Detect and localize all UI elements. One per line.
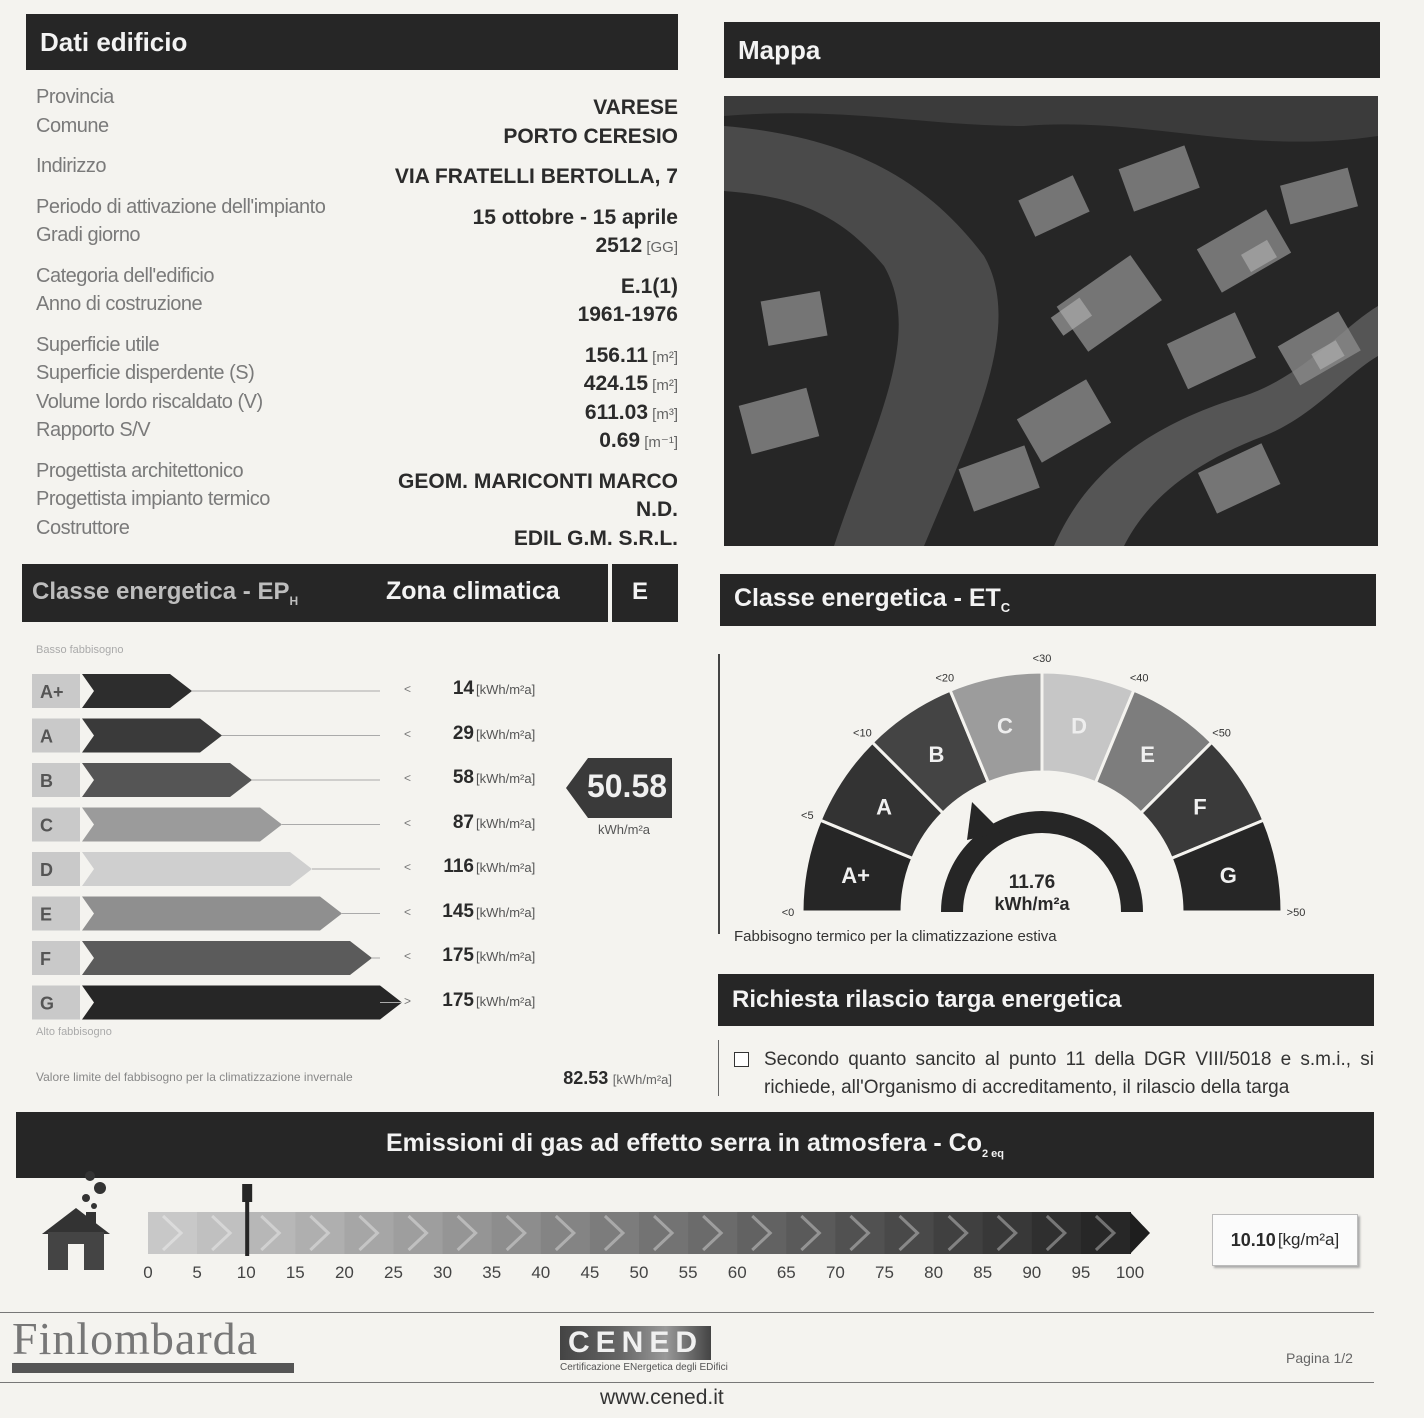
ep-class-limit-value: 145 [442, 900, 474, 922]
et-threshold-label: >50 [1286, 907, 1306, 919]
ep-class-op: < [404, 771, 412, 785]
ep-limit-label: Valore limite del fabbisogno per la climatizzazione invernale [36, 1070, 353, 1084]
co2-tick-label: 70 [825, 1263, 845, 1282]
ep-class-limit-value: 14 [452, 678, 474, 699]
building-value: GEOM. MARICONTI MARCO [398, 469, 678, 493]
map-section-title: Mappa [738, 35, 821, 65]
ep-limit-value: 82.53 [563, 1068, 609, 1088]
co2-tick-label: 80 [924, 1263, 944, 1282]
co2-tick-label: 10 [236, 1263, 256, 1282]
ep-class-op: < [404, 860, 412, 874]
co2-tick-label: 20 [334, 1263, 354, 1282]
co2-scale-segment [295, 1212, 345, 1254]
cened-subtitle: Certificazione ENergetica degli EDifici [560, 1362, 728, 1373]
building-label: Categoria dell'edificio [36, 264, 214, 287]
co2-scale-segment [1081, 1212, 1131, 1254]
building-value: 15 ottobre - 15 aprile [472, 205, 678, 229]
ep-class-arrow [82, 763, 252, 797]
ep-class-limit-unit: [kWh/m²a] [476, 993, 536, 1009]
building-label: Anno di costruzione [36, 293, 203, 315]
building-value: N.D. [636, 498, 678, 521]
building-label: Indirizzo [36, 155, 106, 177]
building-value: 0.69 [m⁻¹] [599, 429, 678, 452]
building-label: Provincia [36, 86, 114, 108]
ep-class-limit-unit: [kWh/m²a] [476, 771, 536, 786]
finlombarda-logo [12, 1312, 294, 1373]
co2-scale-segment [590, 1212, 640, 1254]
ep-top-note: Basso fabbisogno [36, 644, 124, 656]
co2-tick-label: 40 [531, 1263, 551, 1282]
et-value: 11.76 [1008, 872, 1056, 893]
ep-class-limit-unit: [kWh/m²a] [476, 904, 536, 920]
ep-class-name: E [40, 904, 53, 925]
et-section-header [720, 574, 1376, 626]
cened-wordmark: CENED [560, 1326, 711, 1360]
building-data-table [36, 86, 678, 550]
building-section-title: Dati edificio [40, 27, 188, 57]
ep-class-arrow [82, 808, 282, 842]
ep-limits [390, 664, 560, 1024]
et-sector-label: F [1193, 794, 1207, 820]
ep-class-op: < [404, 949, 412, 963]
building-unit: [m³] [648, 405, 678, 423]
et-sector-label: D [1071, 713, 1088, 739]
co2-tick-label: 95 [1071, 1263, 1091, 1282]
co2-scale-segment [246, 1212, 296, 1254]
co2-tick-label: 25 [384, 1263, 403, 1282]
ep-class-arrow [82, 986, 402, 1020]
ep-limit-readout [500, 1068, 672, 1089]
co2-scale-segment [443, 1212, 493, 1254]
co2-scale-segment [835, 1212, 885, 1254]
ep-class-name: A+ [40, 682, 64, 702]
co2-value: 10.10 [1230, 1229, 1276, 1250]
co2-scale-segment [394, 1212, 444, 1254]
et-sector-label: A [876, 794, 892, 820]
building-value: 156.11 [m²] [584, 343, 678, 367]
ep-class-arrow [82, 674, 192, 708]
ep-class-limit-unit: [kWh/m²a] [476, 949, 536, 964]
building-label: Gradi giorno [36, 224, 141, 246]
ep-bottom-note: Alto fabbisogno [36, 1026, 112, 1038]
footer-page-number: Pagina 1/2 [1286, 1350, 1353, 1366]
building-value: 1961-1976 [577, 303, 678, 326]
et-threshold-label: <30 [1032, 653, 1052, 665]
building-label: Rapporto S/V [36, 419, 151, 441]
co2-tick-label: 50 [629, 1263, 649, 1282]
request-checkbox[interactable] [734, 1052, 749, 1067]
co2-scale-segment [344, 1212, 394, 1254]
building-unit: [GG] [642, 239, 678, 256]
climate-zone-divider [608, 564, 612, 622]
ep-class-name: B [40, 771, 53, 791]
et-sector-label: E [1140, 742, 1155, 768]
ep-indicator-value: 50.58 [586, 768, 668, 804]
building-unit: [m⁻¹] [640, 434, 678, 451]
map-section-header [724, 22, 1380, 78]
co2-marker [245, 1184, 249, 1256]
building-label: Volume lordo riscaldato (V) [36, 390, 263, 413]
building-value: VARESE [593, 96, 678, 119]
ep-class-limit-value: 116 [443, 856, 474, 877]
et-threshold-label: <20 [935, 672, 955, 685]
co2-scale-segment [148, 1212, 198, 1254]
ep-class-arrow [82, 941, 372, 975]
ep-class-op: < [404, 682, 412, 696]
et-axis-line [718, 654, 720, 934]
building-unit: [m²] [648, 348, 678, 366]
et-threshold-label: <5 [801, 809, 814, 822]
request-text: Secondo quanto sancito al punto 11 della DGR VIII/5018 e s.m.i., si richiede, all'Organismo di accreditamento, il rilascio della targa [764, 1049, 1374, 1098]
ep-indicator-unit: kWh/m²a [598, 822, 650, 837]
et-sector-label: C [996, 713, 1013, 739]
co2-tick-label: 15 [285, 1263, 305, 1282]
ep-class-limit-unit: [kWh/m²a] [476, 682, 536, 697]
co2-tick-label: 35 [482, 1263, 502, 1282]
ep-class-limit-unit: [kWh/m²a] [476, 815, 536, 831]
et-threshold-label: <50 [1212, 727, 1231, 740]
cened-logo [560, 1326, 780, 1373]
ep-class-arrow [82, 852, 312, 886]
building-section-header [26, 14, 678, 70]
co2-tick-label: 60 [727, 1263, 747, 1282]
building-label: Progettista impianto termico [36, 488, 270, 510]
building-label: Superficie utile [36, 333, 160, 356]
house-smoke-icon [38, 1168, 118, 1278]
building-value: 611.03 [m³] [584, 400, 678, 424]
building-label: Periodo di attivazione dell'impianto [36, 195, 326, 218]
co2-tick-label: 85 [973, 1263, 993, 1282]
building-value: 424.15 [m²] [583, 372, 678, 395]
et-value-unit: kWh/m²a [994, 894, 1070, 914]
co2-tick-label: 5 [192, 1263, 202, 1282]
building-value: 2512 [GG] [595, 234, 678, 257]
co2-scale-segment [492, 1212, 542, 1254]
request-divider [718, 1040, 719, 1096]
co2-scale-segment [786, 1212, 836, 1254]
ep-limit-unit: [kWh/m²a] [612, 1072, 672, 1087]
building-value: VIA FRATELLI BERTOLLA, 7 [394, 165, 678, 188]
ep-class-op: < [404, 904, 412, 919]
ep-class-name: G [40, 993, 55, 1014]
ep-section-title: Classe energetica - $EP_H$ [32, 577, 299, 608]
building-unit: [m²] [648, 377, 678, 394]
et-value-readout [972, 872, 1092, 915]
co2-tick-label: 65 [776, 1263, 796, 1282]
co2-tick-label: 55 [678, 1263, 698, 1282]
ep-class-limit-value: 87 [452, 811, 474, 833]
ep-class-limit-value: 175 [442, 945, 474, 966]
co2-value-box [1212, 1214, 1358, 1266]
ep-class-limit-value: 58 [452, 767, 474, 788]
building-label: Superficie disperdente (S) [36, 362, 255, 384]
et-section-title: Classe energetica - $ET_C$ [734, 584, 1011, 615]
ep-class-name: A [40, 726, 53, 747]
building-label: Comune [36, 114, 109, 137]
et-sector-label: A+ [841, 862, 871, 888]
ep-class-limit-value: 175 [442, 989, 474, 1011]
building-value: E.1(1) [620, 274, 678, 298]
request-section-header [718, 974, 1374, 1026]
co2-tick-label: 30 [433, 1263, 453, 1282]
co2-value-unit: [kg/m²a] [1277, 1230, 1340, 1249]
et-threshold-label: <0 [781, 907, 795, 919]
co2-tick-label: 100 [1115, 1263, 1145, 1282]
co2-tick-label: 90 [1022, 1263, 1042, 1282]
ep-class-arrow [82, 719, 222, 753]
et-sector-label: B [928, 742, 945, 768]
ep-indicator [566, 758, 672, 818]
ep-class-limit-unit: [kWh/m²a] [476, 726, 536, 742]
building-label: Progettista architettonico [36, 459, 244, 482]
request-section-title: Richiesta rilascio targa energetica [732, 986, 1122, 1013]
co2-scale-segment [639, 1212, 689, 1254]
ep-class-name: D [40, 860, 53, 880]
ep-class-limit-value: 29 [452, 722, 474, 744]
climate-zone-label: Zona climatica [386, 577, 560, 605]
ep-class-name: C [40, 815, 53, 836]
climate-zone-value: E [632, 578, 649, 605]
et-caption: Fabbisogno termico per la climatizzazione estiva [734, 928, 1057, 945]
co2-tick-label: 75 [875, 1263, 894, 1282]
ep-class-limit-unit: [kWh/m²a] [476, 860, 536, 875]
co2-scale-segment [934, 1212, 984, 1254]
co2-scale-segment [885, 1212, 935, 1254]
aerial-map-image [724, 96, 1378, 546]
ep-class-op: > [404, 993, 412, 1008]
co2-scale-segment [737, 1212, 787, 1254]
co2-tick-label: 45 [580, 1263, 600, 1282]
co2-scale-tip [1130, 1212, 1150, 1254]
ep-class-op: < [404, 815, 412, 830]
et-sector-label: G [1219, 862, 1237, 888]
co2-scale-segment [541, 1212, 591, 1254]
emissions-section-header [16, 1112, 1374, 1178]
emissions-section-title: Emissioni di gas ad effetto serra in atmosfera - $Co_{2 eq}$ [386, 1128, 1004, 1160]
building-value: PORTO CERESIO [503, 124, 678, 148]
co2-scale-segment [1032, 1212, 1082, 1254]
finlombarda-wordmark: Finlombarda [12, 1313, 259, 1364]
co2-scale [140, 1170, 1160, 1290]
building-label: Costruttore [36, 516, 130, 539]
ep-section-header [22, 564, 678, 622]
co2-scale-segment [983, 1212, 1033, 1254]
co2-scale-segment [688, 1212, 738, 1254]
ep-class-op: < [404, 726, 412, 741]
footer-website-link[interactable]: www.cened.it [600, 1386, 724, 1409]
et-threshold-label: <10 [853, 727, 872, 740]
co2-tick-label: 0 [143, 1263, 153, 1282]
co2-scale-segment [197, 1212, 247, 1254]
ep-class-arrow [82, 897, 342, 931]
et-threshold-label: <40 [1129, 672, 1149, 685]
building-value: EDIL G.M. S.R.L. [513, 526, 678, 550]
ep-class-name: F [40, 949, 51, 969]
footer-rule-bottom [0, 1382, 1374, 1383]
